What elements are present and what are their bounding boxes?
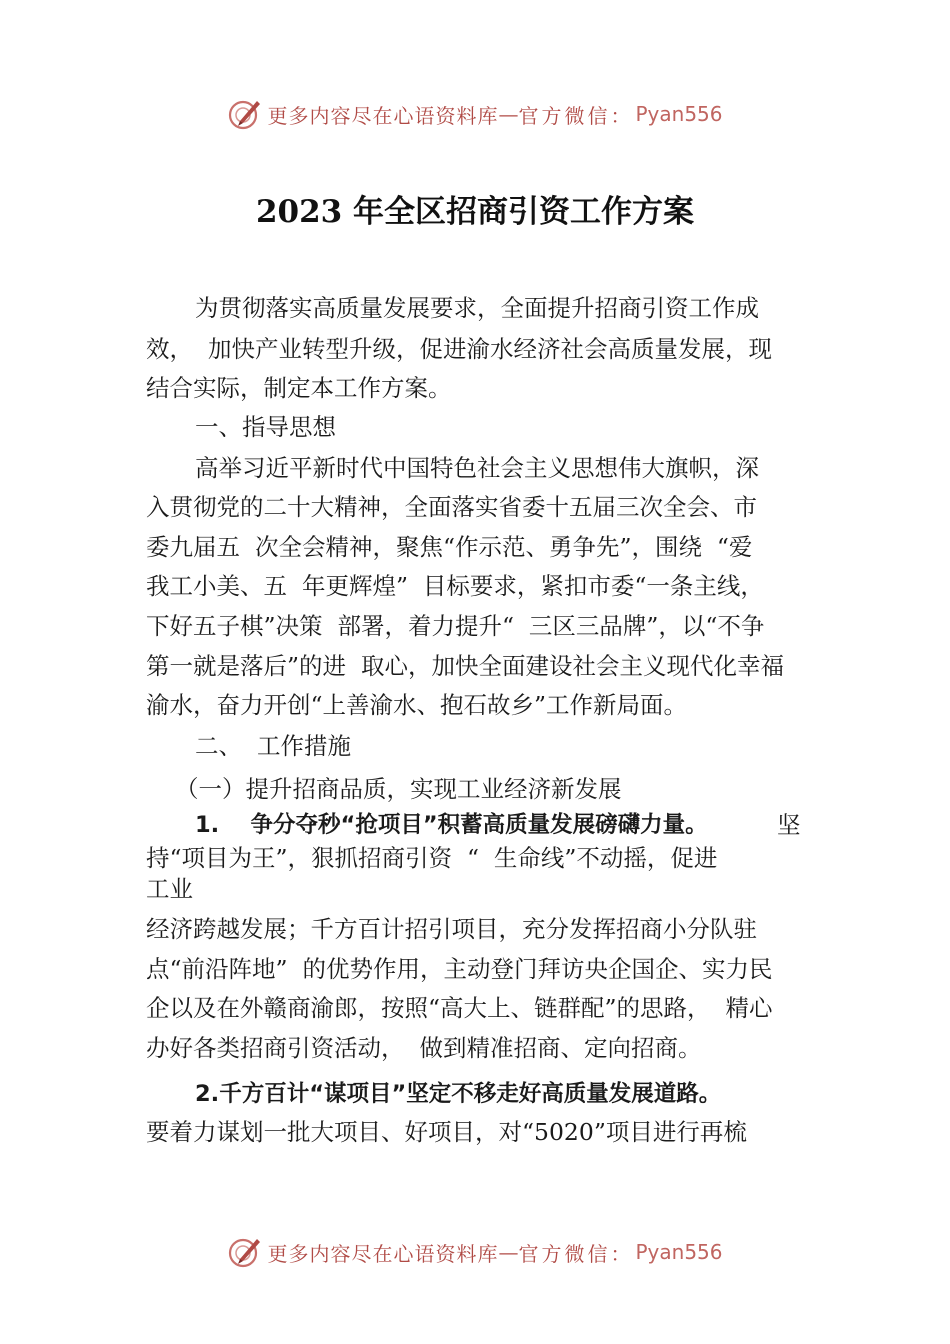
watermark-wechat-id: Pyan556 — [635, 1240, 723, 1264]
watermark-wechat-id: Pyan556 — [635, 102, 723, 126]
body-line: 持“项目为王”，狠抓招商引资 “ 生命线”不动摇，促进 — [146, 844, 718, 872]
watermark-slogan: 更多内容尽在心语资料库 — [267, 103, 499, 128]
pen-logo-icon — [227, 96, 263, 132]
body-line: 企以及在外赣商渝郎，按照“高大上、链群配”的思路， 精心 — [146, 994, 773, 1022]
body-line: 入贯彻党的二十大精神，全面落实省委十五届三次全会、市 — [146, 493, 757, 521]
pen-logo-icon — [227, 1234, 263, 1270]
body-line: 渝水，奋力开创“上善渝水、抱石故乡”工作新局面。 — [146, 691, 688, 719]
body-line: 效， 加快产业转型升级，促进渝水经济社会高质量发展，现 — [146, 335, 772, 363]
body-line: 经济跨越发展；千方百计招引项目，充分发挥招商小分队驻 — [146, 915, 757, 943]
watermark-slogan: 更多内容尽在心语资料库 — [267, 1241, 499, 1266]
body-line: 我工小美、五 年更辉煌” 目标要求，紧扣市委“一条主线， — [146, 572, 764, 600]
item-heading-1: 1. 争分夺秒“抢项目”积蓄高质量发展磅礴力量。 — [195, 812, 708, 838]
body-line: 为贯彻落实高质量发展要求，全面提升招商引资工作成 — [195, 294, 759, 322]
section-heading: 二、 工作措施 — [195, 732, 351, 760]
body-line: 办好各类招商引资活动， 做到精准招商、定向招商。 — [146, 1034, 702, 1062]
subsection-heading: （一）提升招商品质，实现工业经济新发展 — [175, 775, 622, 803]
body-line: 点“前沿阵地” 的优势作用，主动登门拜访央企国企、实力民 — [146, 955, 773, 983]
document-title: 2023 年全区招商引资工作方案 — [255, 194, 695, 230]
watermark-separator: — — [498, 102, 519, 126]
watermark-wechat-label: 官方微信： — [518, 103, 634, 128]
body-line: 下好五子棋”决策 部署，着力提升“ 三区三品牌”，以“不争 — [146, 612, 765, 640]
body-line: 坚 — [777, 811, 801, 839]
item-heading-2: 2.千方百计“谋项目”坚定不移走好高质量发展道路。 — [195, 1081, 722, 1107]
body-line: 第一就是落后”的进 取心，加快全面建设社会主义现代化幸福 — [146, 652, 784, 680]
body-line: 结合实际，制定本工作方案。 — [146, 374, 452, 402]
watermark-banner-top — [0, 94, 950, 134]
body-line: 工业 — [146, 875, 193, 903]
body-line: 要着力谋划一批大项目、好项目，对“5020”项目进行再梳 — [146, 1118, 747, 1146]
body-line: 委九届五 次全会精神，聚焦“作示范、勇争先”，围绕 “爱 — [146, 533, 753, 561]
watermark-separator: — — [498, 1240, 519, 1264]
watermark-banner-bottom — [0, 1232, 950, 1272]
section-heading: 一、指导思想 — [195, 413, 336, 441]
watermark-wechat-label: 官方微信： — [518, 1241, 634, 1266]
body-line: 高举习近平新时代中国特色社会主义思想伟大旗帜，深 — [195, 454, 759, 482]
